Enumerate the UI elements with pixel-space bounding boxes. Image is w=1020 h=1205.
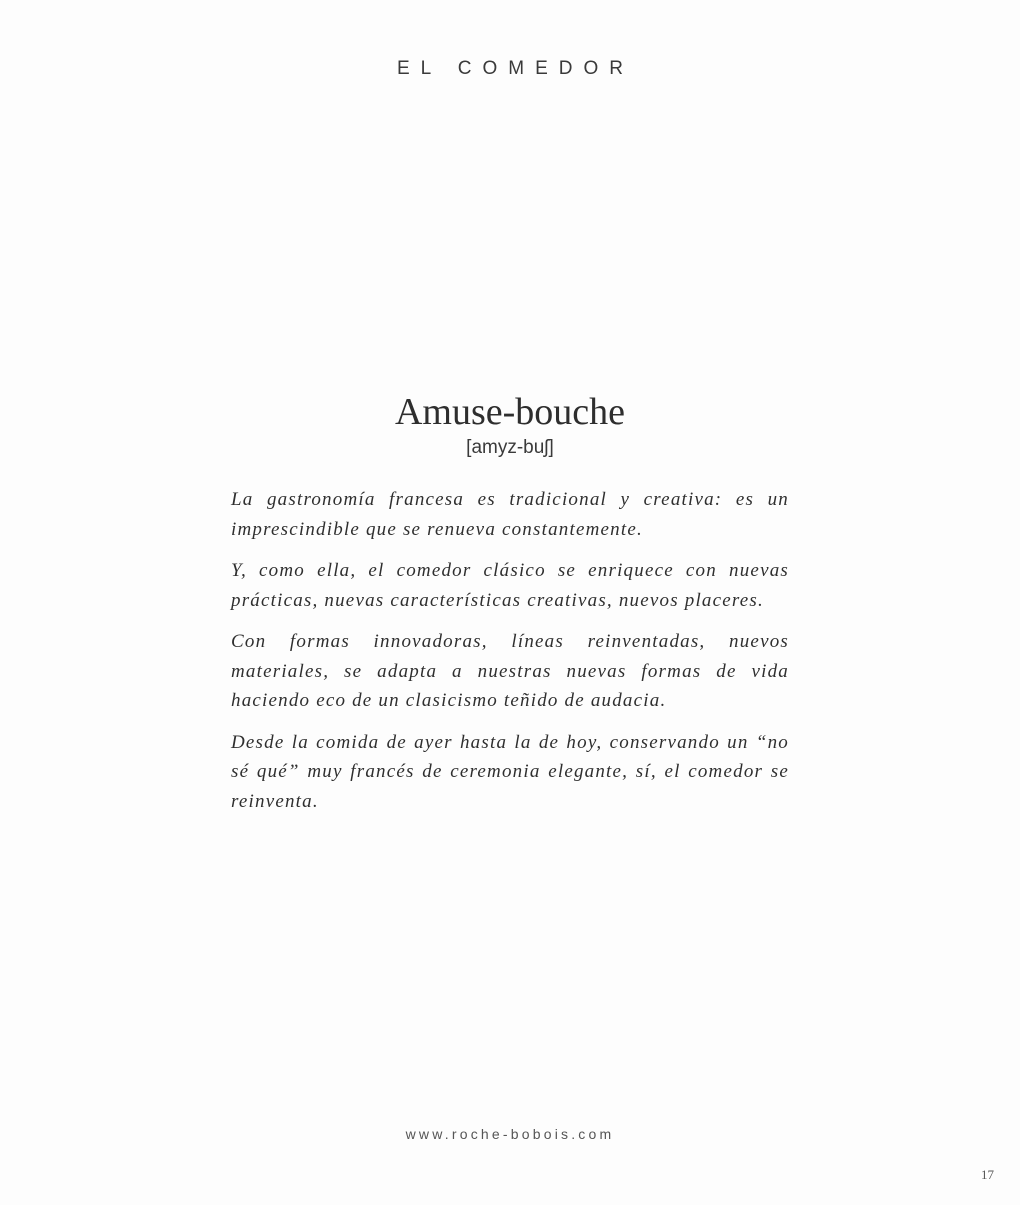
- title-block: [0, 390, 1020, 461]
- paragraph: Y, como ella, el comedor clásico se enriquece con nuevas prácticas, nuevas características creativas, nuevos placeres.: [231, 560, 789, 611]
- page-title: Amuse-bouche: [394, 391, 626, 433]
- paragraph: Desde la comida de ayer hasta la de hoy, conservando un “no sé qué” muy francés de ceremonia elegante, sí, el comedor se reinventa.: [231, 731, 789, 812]
- section-title: EL COMEDOR: [396, 58, 635, 79]
- body-text: [231, 485, 789, 828]
- phonetic-transcription: [amyz-buʃ]: [466, 437, 554, 458]
- paragraph: Con formas innovadoras, líneas reinventadas, nuevos materiales, se adapta a nuestras nuevas formas de vida haciendo eco de un clasicismo teñido de audacia.: [231, 631, 789, 711]
- page-number: 17: [981, 1167, 994, 1182]
- website-url: www.roche-bobois.com: [405, 1126, 615, 1142]
- paragraph: La gastronomía francesa es tradicional y creativa: es un imprescindible que se renueva constantemente.: [231, 489, 789, 540]
